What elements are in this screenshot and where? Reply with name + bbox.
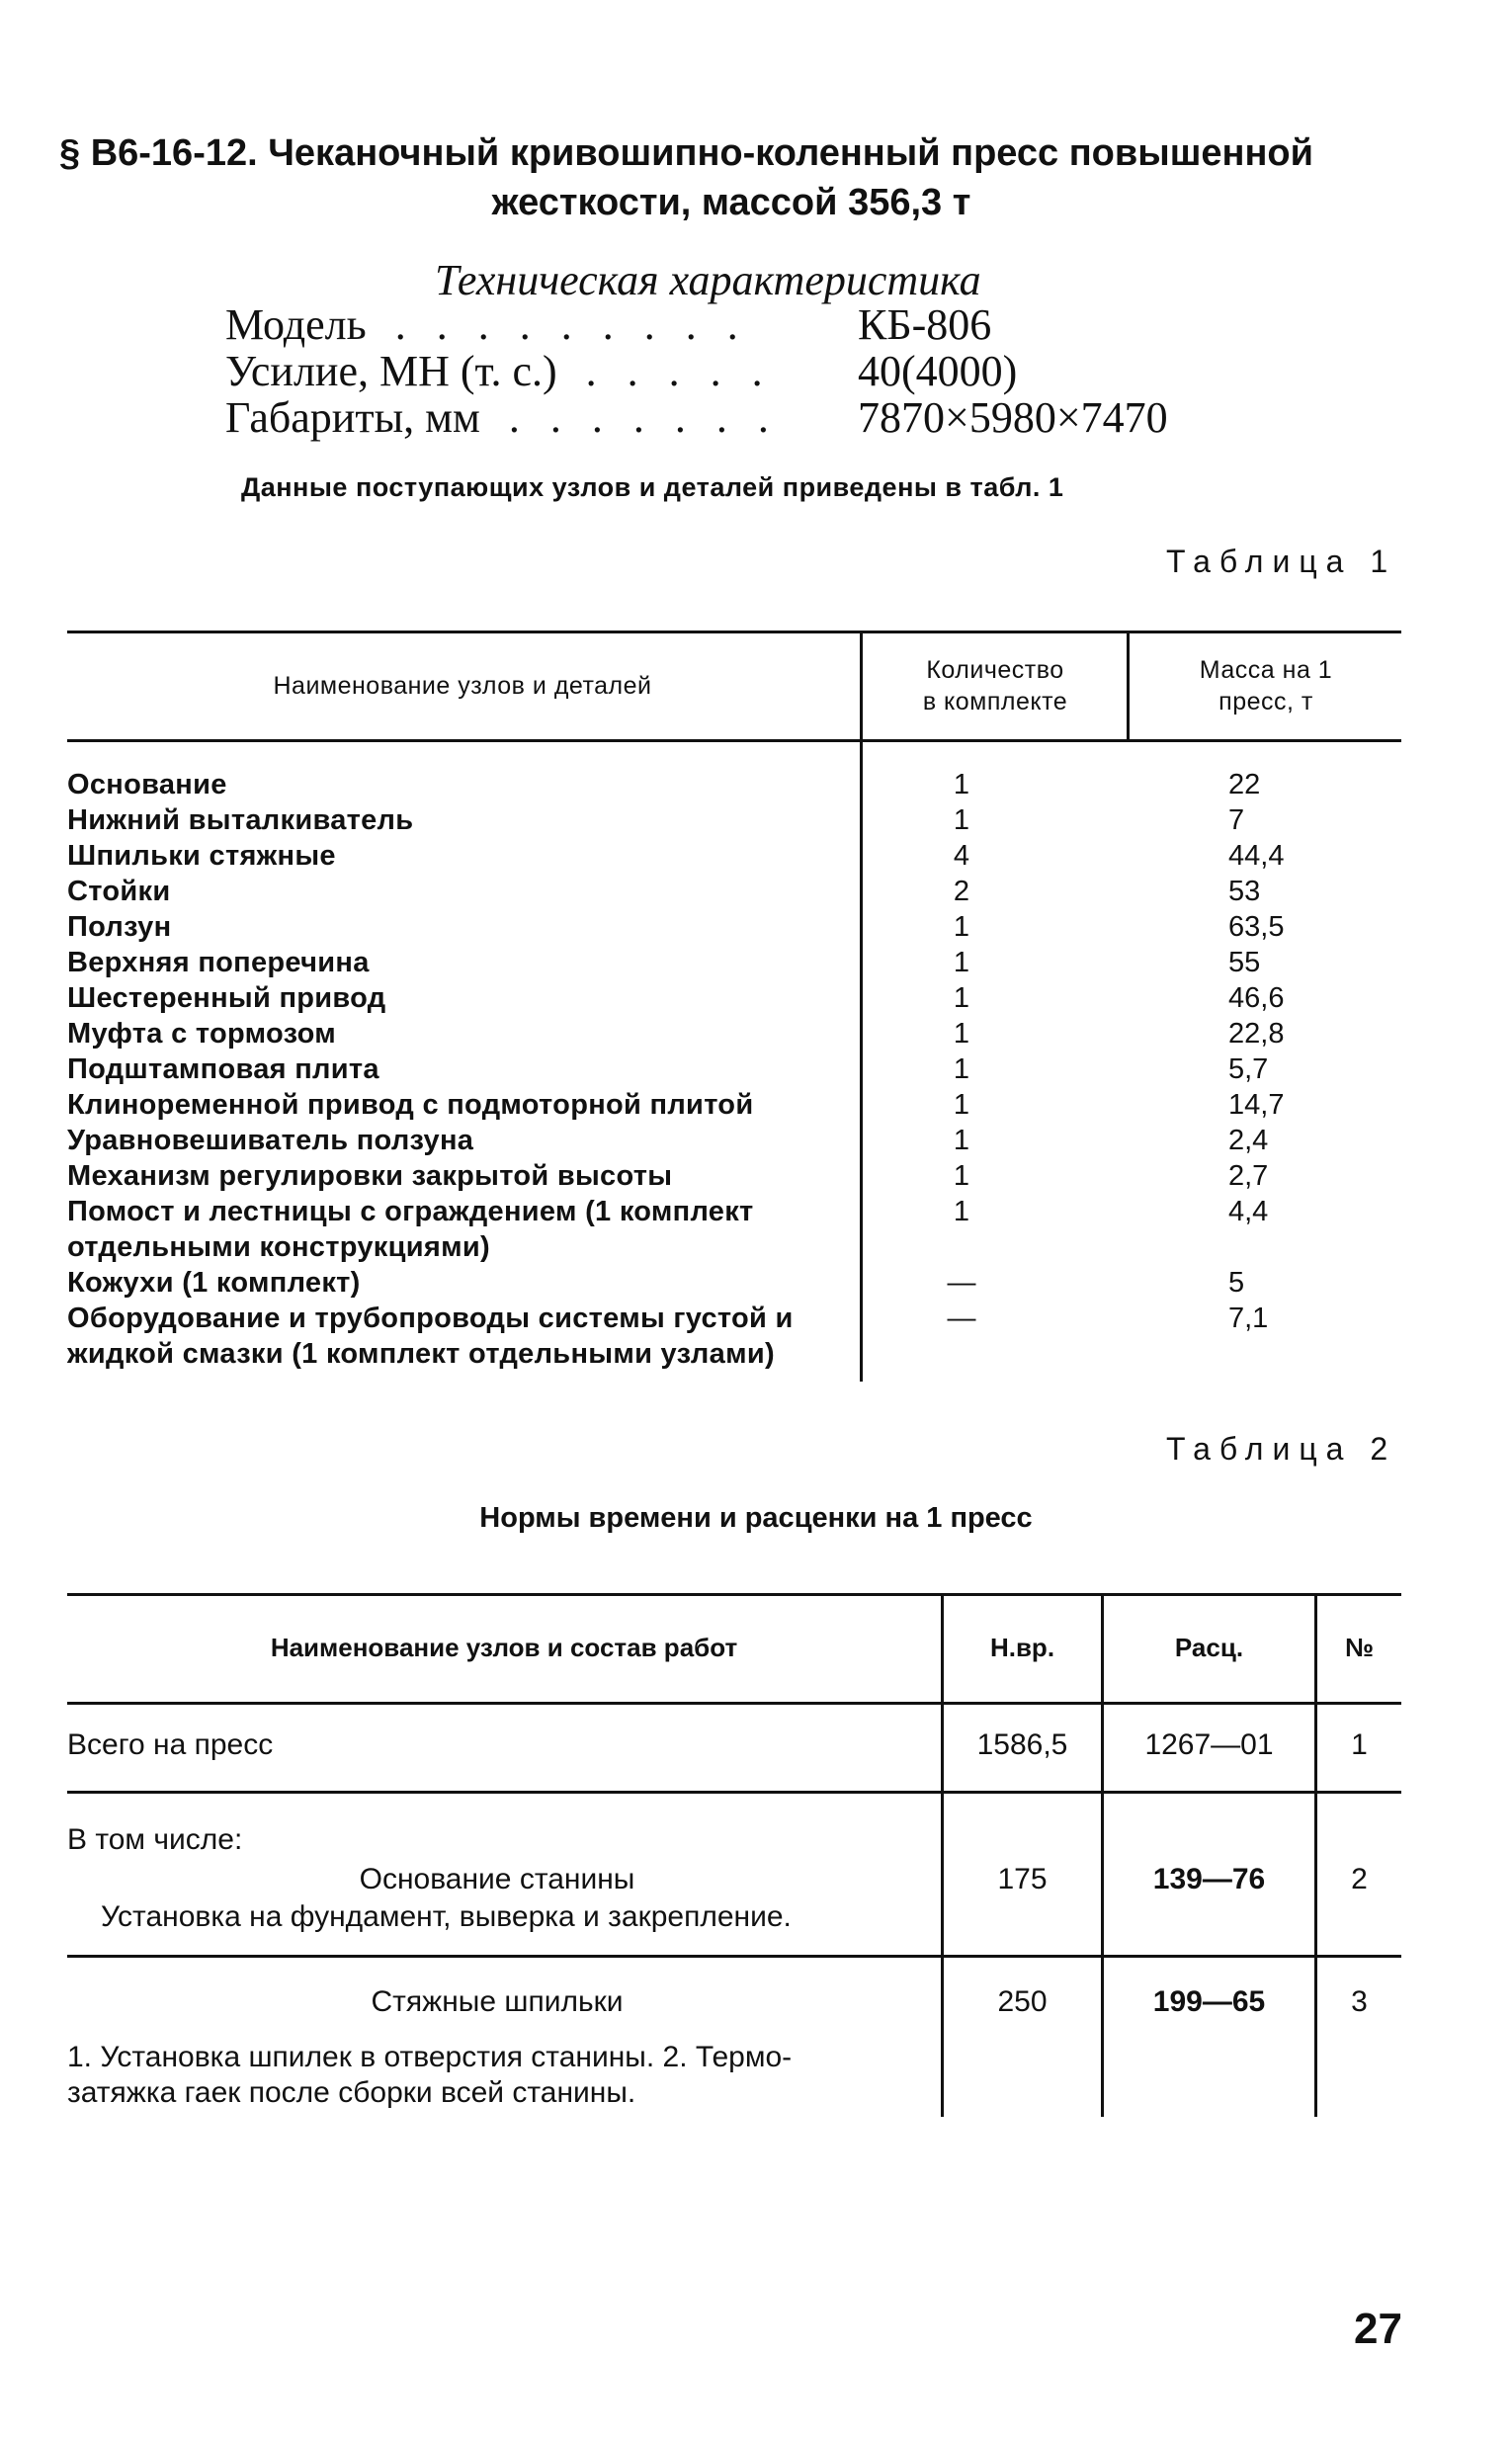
item-qty: 2 <box>953 876 970 907</box>
item-qty: 1 <box>953 1018 970 1050</box>
item-name: Уравновешиватель ползуна <box>67 1125 474 1156</box>
item-mass: 7,1 <box>1228 1303 1269 1334</box>
item-qty: 1 <box>953 769 970 800</box>
item-name: Ползун <box>67 911 172 943</box>
row-text: В том числе: <box>67 1823 243 1856</box>
item-qty: 1 <box>953 1196 970 1227</box>
tech-value: КБ-806 <box>858 300 992 349</box>
item-name: Кожухи (1 комплект) <box>67 1267 361 1299</box>
item-mass: 22 <box>1228 769 1261 800</box>
row-text: 1. Установка шпилек в отверстия станины. 2. Термо- <box>67 2041 793 2073</box>
item-mass: 53 <box>1228 876 1261 907</box>
header-mass <box>1131 654 1401 717</box>
item-name: Оборудование и трубопроводы системы густой и <box>67 1303 794 1334</box>
table1-label: Таблица 1 <box>1166 544 1397 579</box>
rate-value: 139—76 <box>1152 1863 1266 1895</box>
heading-line-2: жесткости, массой 356,3 т <box>491 182 971 223</box>
tech-row-force <box>225 348 773 395</box>
item-name: Нижний выталкиватель <box>67 804 414 836</box>
tech-label: Модель <box>225 300 367 349</box>
row-text: Установка на фундамент, выверка и закрепление. <box>101 1900 792 1933</box>
header-mass-line: Масса на 1 <box>1199 656 1333 684</box>
header-qty <box>864 654 1127 717</box>
tech-dots: . . . . . . . <box>508 393 779 442</box>
rate-value: 199—65 <box>1152 1985 1266 2018</box>
item-mass: 63,5 <box>1228 911 1285 943</box>
item-mass: 4,4 <box>1228 1196 1269 1227</box>
item-name: отдельными конструкциями) <box>67 1231 490 1263</box>
item-mass: 22,8 <box>1228 1018 1285 1050</box>
item-name: Основание <box>67 769 227 800</box>
item-qty: — <box>947 1267 976 1299</box>
row-text: Стяжные шпильки <box>371 1985 624 2018</box>
row-number: 1 <box>1351 1728 1368 1761</box>
tech-title: Техническая характеристика <box>435 256 981 304</box>
item-qty: 1 <box>953 1053 970 1085</box>
item-mass: 2,7 <box>1228 1160 1269 1192</box>
header-mass-line: пресс, т <box>1218 688 1313 715</box>
tech-value: 7870×5980×7470 <box>858 393 1168 442</box>
row-text: Основание станины <box>359 1863 635 1895</box>
item-mass: 5 <box>1228 1267 1245 1299</box>
column-divider <box>860 631 863 1382</box>
item-mass: 55 <box>1228 947 1261 978</box>
tech-row-model <box>225 301 748 349</box>
item-name: Муфта с тормозом <box>67 1018 337 1050</box>
item-qty: 1 <box>953 1125 970 1156</box>
item-name: Помост и лестницы с ограждением (1 комплект <box>67 1196 754 1227</box>
header-norm: Н.вр. <box>989 1633 1055 1662</box>
row-text: затяжка гаек после сборки всей станины. <box>67 2076 636 2109</box>
item-qty: 1 <box>953 982 970 1014</box>
header-qty-line: в комплекте <box>922 688 1068 715</box>
table2-label: Таблица 2 <box>1166 1431 1397 1467</box>
table-rule <box>67 739 1401 742</box>
item-qty: 4 <box>953 840 970 872</box>
item-mass: 7 <box>1228 804 1245 836</box>
item-name: Верхняя поперечина <box>67 947 370 978</box>
tech-dots: . . . . . . . . . <box>394 300 748 349</box>
item-mass: 2,4 <box>1228 1125 1269 1156</box>
item-mass: 46,6 <box>1228 982 1285 1014</box>
table2-title: Нормы времени и расценки на 1 пресс <box>479 1502 1033 1534</box>
row-text: Всего на пресс <box>67 1728 274 1761</box>
item-name: Подштамповая плита <box>67 1053 379 1085</box>
heading-line-1: § В6-16-12. Чеканочный кривошипно-коленный пресс повышенной <box>59 132 1313 174</box>
norm-value: 1586,5 <box>976 1728 1068 1761</box>
item-mass: 14,7 <box>1228 1089 1285 1121</box>
item-name: жидкой смазки (1 комплект отдельными узлами) <box>67 1338 775 1370</box>
item-qty: 1 <box>953 947 970 978</box>
item-qty: — <box>947 1303 976 1334</box>
row-number: 2 <box>1351 1863 1368 1895</box>
header-qty-line: Количество <box>926 656 1064 684</box>
table-rule <box>67 1791 1401 1794</box>
table-rule <box>67 1955 1401 1958</box>
header-name: Наименование узлов и деталей <box>273 672 652 700</box>
intro-text: Данные поступающих узлов и деталей приведены в табл. 1 <box>241 472 1064 502</box>
column-divider <box>1314 1593 1317 2117</box>
item-name: Механизм регулировки закрытой высоты <box>67 1160 673 1192</box>
table-rule <box>67 1702 1401 1705</box>
tech-dots: . . . . . <box>585 347 773 395</box>
norm-value: 175 <box>997 1863 1048 1895</box>
tech-label: Усилие, МН (т. с.) <box>225 347 557 395</box>
column-divider <box>1127 631 1130 741</box>
section-heading <box>59 128 1403 227</box>
tech-label: Габариты, мм <box>225 393 480 442</box>
tech-row-dimensions <box>225 394 779 442</box>
item-qty: 1 <box>953 1089 970 1121</box>
item-name: Шестеренный привод <box>67 982 386 1014</box>
page-number: 27 <box>1354 2305 1402 2353</box>
item-mass: 44,4 <box>1228 840 1285 872</box>
table-rule <box>67 631 1401 633</box>
rate-value: 1267—01 <box>1144 1728 1274 1761</box>
column-divider <box>941 1593 944 2117</box>
norm-value: 250 <box>997 1985 1048 2018</box>
row-number: 3 <box>1351 1985 1368 2018</box>
item-name: Стойки <box>67 876 171 907</box>
item-qty: 1 <box>953 911 970 943</box>
tech-value: 40(4000) <box>858 347 1018 395</box>
header-no: № <box>1345 1633 1374 1662</box>
item-mass: 5,7 <box>1228 1053 1269 1085</box>
item-name: Клиноременной привод с подмоторной плитой <box>67 1089 754 1121</box>
table-rule <box>67 1593 1401 1596</box>
item-qty: 1 <box>953 804 970 836</box>
item-name: Шпильки стяжные <box>67 840 336 872</box>
header-name: Наименование узлов и состав работ <box>270 1633 738 1662</box>
item-qty: 1 <box>953 1160 970 1192</box>
header-rate: Расц. <box>1174 1633 1244 1662</box>
column-divider <box>1101 1593 1104 2117</box>
